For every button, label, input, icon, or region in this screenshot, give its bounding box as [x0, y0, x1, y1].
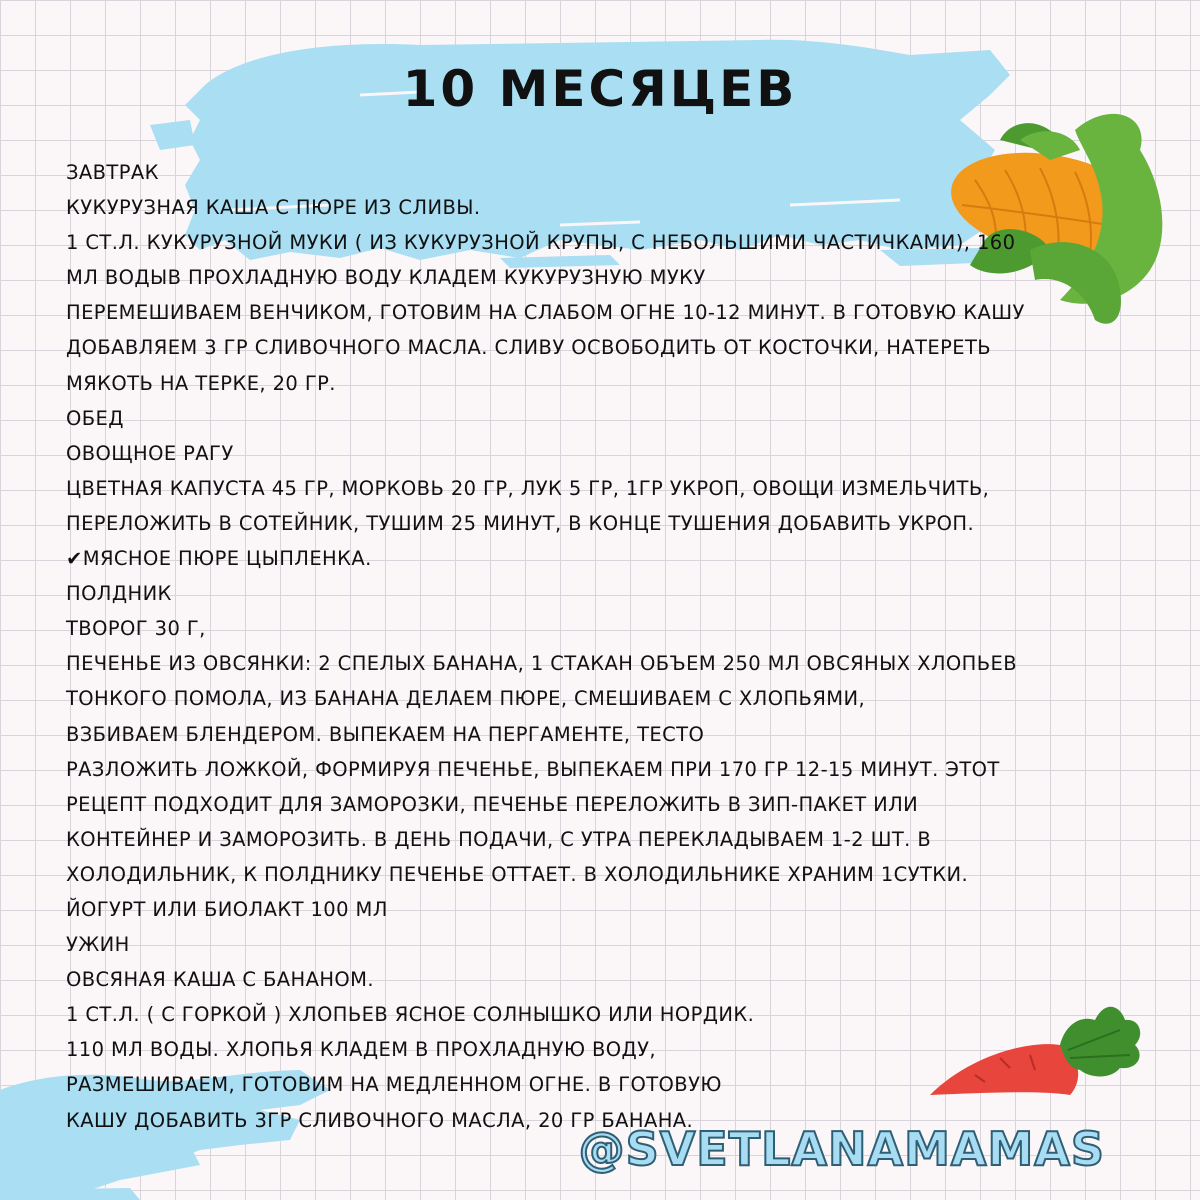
page-title: 10 МЕСЯЦЕВ — [402, 60, 798, 118]
text-line: КАШУ ДОБАВИТЬ 3ГР СЛИВОЧНОГО МАСЛА, 20 ГР БАНАНА. — [66, 1108, 694, 1132]
text-line: ТВОРОГ 30 Г, — [66, 617, 206, 641]
text-line: КУКУРУЗНАЯ КАША С ПЮРЕ ИЗ СЛИВЫ. — [66, 196, 481, 220]
text-line: 1 СТ.Л. КУКУРУЗНОЙ МУКИ ( ИЗ КУКУРУЗНОЙ КРУПЫ, С НЕБОЛЬШИМИ ЧАСТИЧКАМИ), 160 — [66, 231, 1016, 255]
author-handle: @SVETLANAMAMAS — [578, 1122, 1105, 1176]
text-line: РАЗЛОЖИТЬ ЛОЖКОЙ, ФОРМИРУЯ ПЕЧЕНЬЕ, ВЫПЕКАЕМ ПРИ 170 ГР 12-15 МИНУТ. ЭТОТ — [66, 757, 1000, 781]
text-line: РЕЦЕПТ ПОДХОДИТ ДЛЯ ЗАМОРОЗКИ, ПЕЧЕНЬЕ ПЕРЕЛОЖИТЬ В ЗИП-ПАКЕТ ИЛИ — [66, 792, 919, 816]
text-line: ЦВЕТНАЯ КАПУСТА 45 ГР, МОРКОВЬ 20 ГР, ЛУК 5 ГР, 1ГР УКРОП, ОВОЩИ ИЗМЕЛЬЧИТЬ, — [66, 476, 990, 500]
text-line: ПЕЧЕНЬЕ ИЗ ОВСЯНКИ: 2 СПЕЛЫХ БАНАНА, 1 СТАКАН ОБЪЕМ 250 МЛ ОВСЯНЫХ ХЛОПЬЕВ — [66, 652, 1017, 676]
recipe-text — [66, 155, 1126, 1138]
text-line: 110 МЛ ВОДЫ. ХЛОПЬЯ КЛАДЕМ В ПРОХЛАДНУЮ ВОДУ, — [66, 1038, 657, 1062]
text-line: ОБЕД — [66, 406, 124, 430]
text-line: МЛ ВОДЫВ ПРОХЛАДНУЮ ВОДУ КЛАДЕМ КУКУРУЗНУЮ МУКУ — [66, 266, 706, 290]
text-line: КОНТЕЙНЕР И ЗАМОРОЗИТЬ. В ДЕНЬ ПОДАЧИ, С УТРА ПЕРЕКЛАДЫВАЕМ 1-2 ШТ. В — [66, 827, 932, 851]
text-line: ПОЛДНИК — [66, 582, 172, 606]
text-line: ПЕРЕМЕШИВАЕМ ВЕНЧИКОМ, ГОТОВИМ НА СЛАБОМ ОГНЕ 10-12 МИНУТ. В ГОТОВУЮ КАШУ — [66, 301, 1025, 325]
text-line: ВЗБИВАЕМ БЛЕНДЕРОМ. ВЫПЕКАЕМ НА ПЕРГАМЕНТЕ, ТЕСТО — [66, 722, 705, 746]
text-line: УЖИН — [66, 933, 130, 957]
text-line: ЗАВТРАК — [66, 161, 159, 184]
text-line: ЙОГУРТ ИЛИ БИОЛАКТ 100 МЛ — [66, 897, 388, 921]
text-line: ОВОЩНОЕ РАГУ — [66, 441, 234, 465]
text-line: РАЗМЕШИВАЕМ, ГОТОВИМ НА МЕДЛЕННОМ ОГНЕ. В ГОТОВУЮ — [66, 1073, 722, 1097]
text-line: ДОБАВЛЯЕМ 3 ГР СЛИВОЧНОГО МАСЛА. СЛИВУ ОСВОБОДИТЬ ОТ КОСТОЧКИ, НАТЕРЕТЬ — [66, 336, 992, 360]
text-line: 1 СТ.Л. ( С ГОРКОЙ ) ХЛОПЬЕВ ЯСНОЕ СОЛНЫШКО ИЛИ НОРДИК. — [66, 1003, 755, 1027]
text-line: ✔МЯСНОЕ ПЮРЕ ЦЫПЛЕНКА. — [66, 547, 372, 571]
text-line: ХОЛОДИЛЬНИК, К ПОЛДНИКУ ПЕЧЕНЬЕ ОТТАЕТ. В ХОЛОДИЛЬНИКЕ ХРАНИМ 1СУТКИ. — [66, 862, 969, 886]
text-line: ТОНКОГО ПОМОЛА, ИЗ БАНАНА ДЕЛАЕМ ПЮРЕ, СМЕШИВАЕМ С ХЛОПЬЯМИ, — [66, 687, 866, 711]
text-line: ПЕРЕЛОЖИТЬ В СОТЕЙНИК, ТУШИМ 25 МИНУТ, В КОНЦЕ ТУШЕНИЯ ДОБАВИТЬ УКРОП. — [66, 511, 975, 535]
text-line: ОВСЯНАЯ КАША С БАНАНОМ. — [66, 968, 374, 992]
text-line: МЯКОТЬ НА ТЕРКЕ, 20 ГР. — [66, 371, 336, 395]
